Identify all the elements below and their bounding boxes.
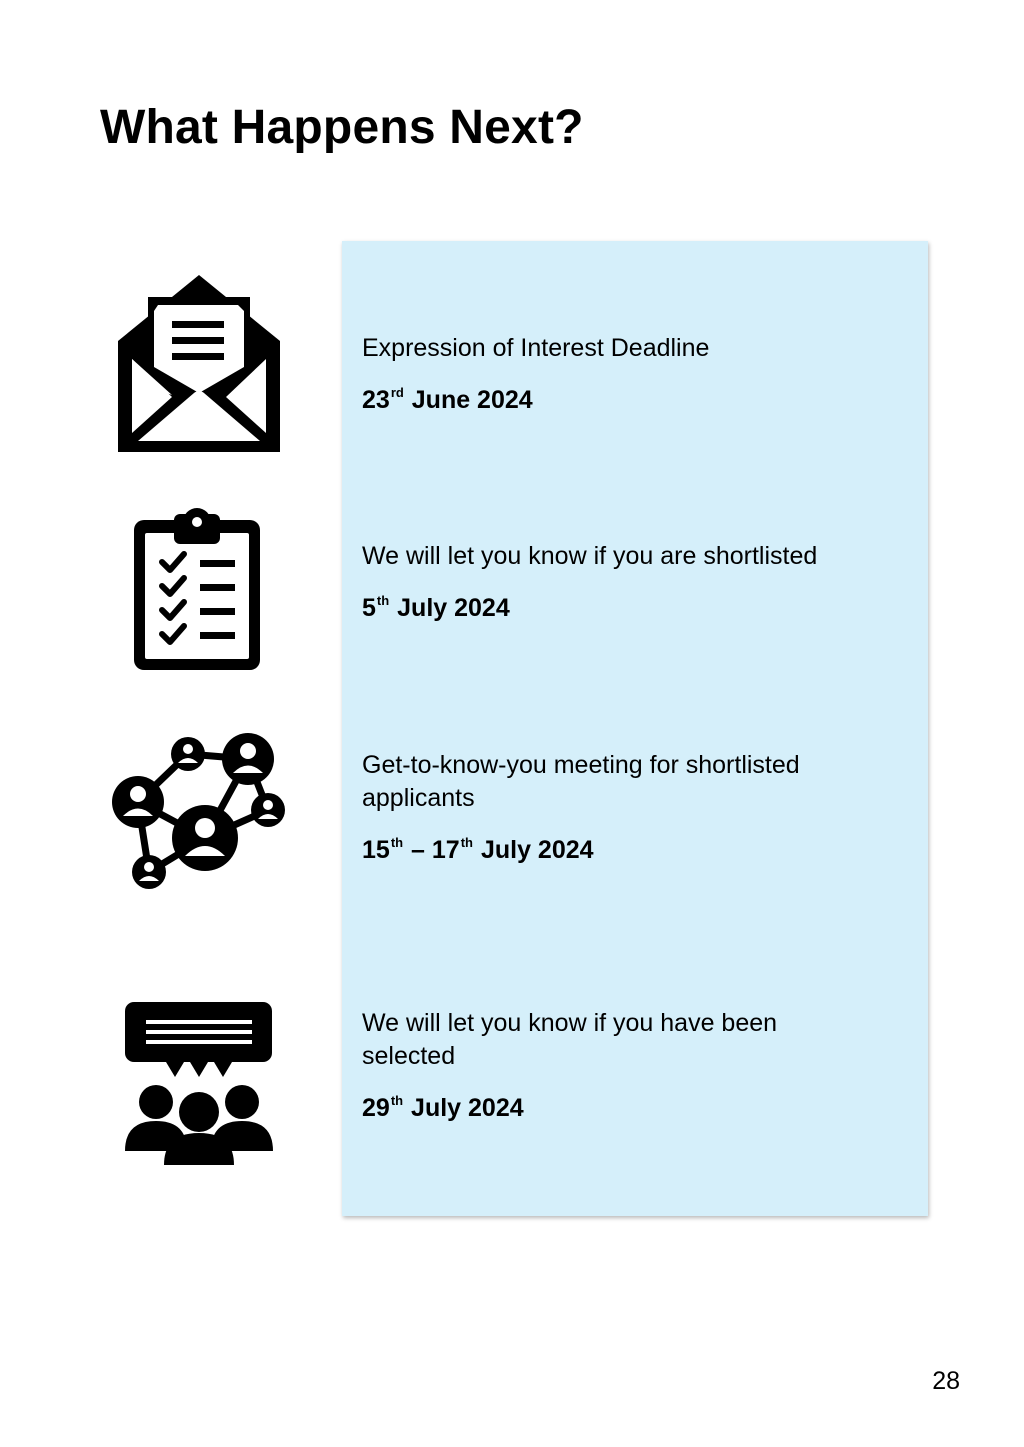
date-day: 5: [362, 594, 376, 622]
date-month-year: July 2024: [480, 836, 594, 864]
date-suffix: th: [376, 593, 390, 608]
date-suffix: th: [390, 835, 404, 850]
clipboard-checklist-icon: [134, 508, 260, 670]
step-shortlist-notification: [362, 540, 902, 628]
open-envelope-icon: [118, 275, 280, 453]
step-selection-notification: [362, 1007, 842, 1128]
date-day: 29: [362, 1094, 390, 1122]
step-description: Get-to-know-you meeting for shortlisted applicants: [362, 751, 800, 812]
date-suffix-end: th: [460, 835, 473, 850]
date-suffix: th: [390, 1093, 404, 1108]
step-description: We will let you know if you are shortlisted: [362, 542, 818, 570]
step-expression-of-interest: [362, 332, 902, 420]
step-description: Expression of Interest Deadline: [362, 334, 710, 362]
people-network-icon: [110, 732, 286, 892]
step-meeting: [362, 749, 862, 870]
date-month-year: July 2024: [411, 1094, 524, 1122]
step-date: [362, 1092, 842, 1128]
date-day-end: 17: [431, 836, 460, 864]
date-day: 23: [362, 386, 390, 414]
page-number: 28: [932, 1367, 960, 1395]
date-suffix: rd: [390, 385, 404, 400]
step-description: We will let you know if you have been selected: [362, 1009, 778, 1070]
date-month-year: June 2024: [411, 386, 533, 414]
page-title: What Happens Next?: [100, 101, 584, 154]
group-discussion-icon: [124, 1001, 274, 1165]
step-date: [362, 834, 862, 870]
step-date: [362, 384, 902, 420]
step-date: [362, 592, 902, 628]
date-day: 15: [362, 836, 390, 864]
date-month-year: July 2024: [397, 594, 510, 622]
date-separator: –: [411, 836, 425, 864]
